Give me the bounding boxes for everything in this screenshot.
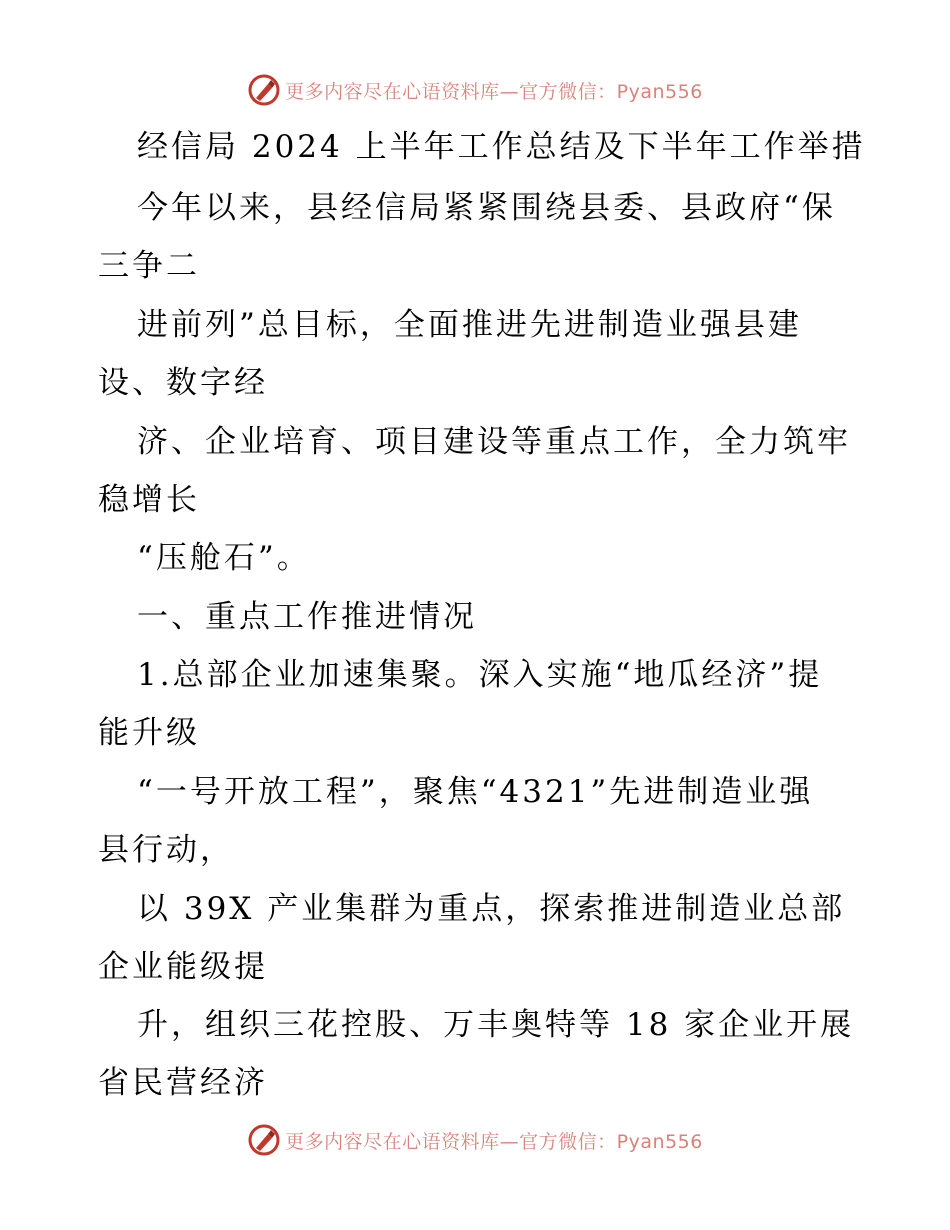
watermark-text-bottom: 更多内容尽在心语资料库—官方微信：Pyan556 bbox=[285, 1130, 703, 1153]
paragraph-line: 县行动， bbox=[98, 832, 234, 868]
paragraph-line: 设、数字经 bbox=[98, 365, 268, 401]
paragraph-line: “压舱石”。 bbox=[137, 540, 311, 576]
paragraph-line: 进前列”总目标，全面推进先进制造业强县建 bbox=[137, 307, 802, 343]
pen-logo-icon bbox=[247, 73, 281, 107]
document-title: 经信局 2024 上半年工作总结及下半年工作举措 bbox=[137, 129, 866, 165]
paragraph-line: 三争二 bbox=[98, 248, 200, 284]
paragraph-line: 升，组织三花控股、万丰奥特等 18 家企业开展 bbox=[137, 1007, 855, 1043]
paragraph-line: 以 39X 产业集群为重点，探索推进制造业总部 bbox=[137, 891, 846, 927]
paragraph-line: “一号开放工程”，聚焦“4321”先进制造业强 bbox=[137, 774, 814, 810]
paragraph-line: 稳增长 bbox=[98, 482, 200, 518]
paragraph-line: 今年以来，县经信局紧紧围绕县委、县政府“保 bbox=[137, 190, 836, 226]
paragraph-line: 省民营经济 bbox=[98, 1065, 268, 1101]
section-heading: 一、重点工作推进情况 bbox=[137, 599, 477, 635]
paragraph-line: 企业能级提 bbox=[98, 949, 268, 985]
pen-logo-icon bbox=[247, 1123, 281, 1157]
paragraph-line: 1.总部企业加速集聚。深入实施“地瓜经济”提 bbox=[137, 657, 823, 693]
paragraph-line: 能升级 bbox=[98, 715, 200, 751]
watermark-banner-bottom bbox=[0, 1120, 950, 1160]
paragraph-line: 济、企业培育、项目建设等重点工作，全力筑牢 bbox=[137, 424, 851, 460]
watermark-banner-top bbox=[0, 70, 950, 110]
watermark-text-top: 更多内容尽在心语资料库—官方微信：Pyan556 bbox=[285, 80, 703, 103]
